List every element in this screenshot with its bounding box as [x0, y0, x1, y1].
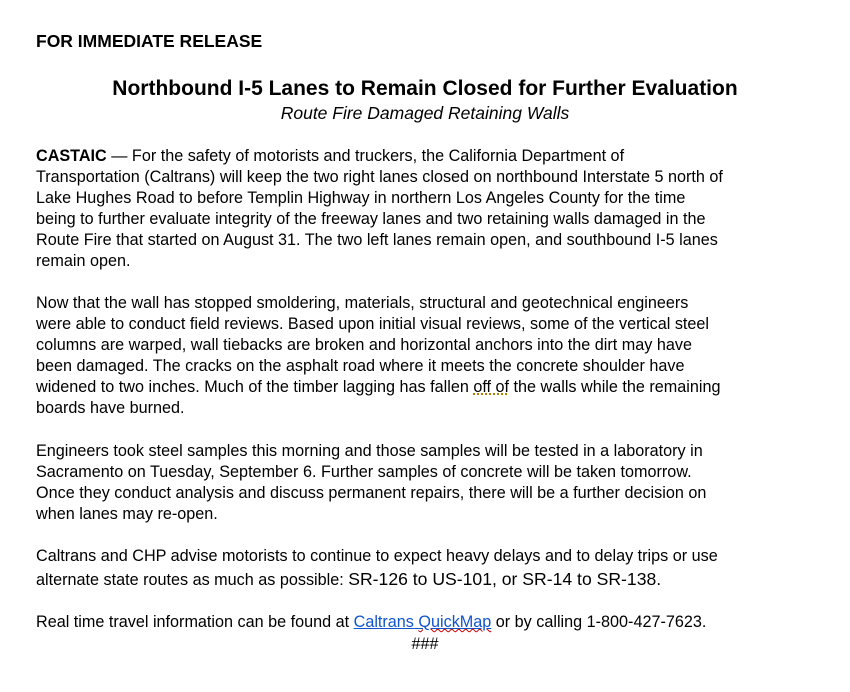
end-mark: ### [411, 635, 439, 653]
release-label: FOR IMMEDIATE RELEASE [36, 31, 263, 51]
paragraph-line [36, 146, 826, 167]
paragraph-advisory [36, 546, 826, 592]
paragraph-text: Real time travel information can be found at [36, 613, 354, 631]
paragraph-line: being to further evaluate integrity of the freeway lanes and two retaining walls damaged in the [36, 210, 706, 228]
paragraph-line: Engineers took steel samples this morning and those samples will be tested in a laboratory in [36, 442, 703, 460]
paragraph-line: Once they conduct analysis and discuss permanent repairs, there will be a further decision on [36, 484, 707, 502]
paragraph-line: boards have burned. [36, 399, 185, 417]
paragraph-text: the walls while the remaining [509, 378, 721, 396]
paragraph-text: or by calling 1-800-427-7623. [491, 613, 707, 631]
paragraph-line: Lake Hughes Road to before Templin Highway in northern Los Angeles County for the time [36, 189, 686, 207]
paragraph-line: columns are warped, wall tiebacks are broken and horizontal anchors into the dirt may have [36, 336, 692, 354]
paragraph-text: alternate state routes as much as possible: [36, 571, 349, 589]
paragraph-line: Caltrans and CHP advise motorists to continue to expect heavy delays and to delay trips or use [36, 547, 718, 565]
paragraph-line: Sacramento on Tuesday, September 6. Further samples of concrete will be taken tomorrow. [36, 463, 692, 481]
paragraph-line [36, 612, 826, 633]
paragraph-line: been damaged. The cracks on the asphalt road where it meets the concrete shoulder have [36, 357, 685, 375]
grammar-flagged-phrase[interactable]: off of [473, 378, 510, 396]
spellcheck-flagged-word: QuickMap [418, 613, 492, 631]
paragraph-text: — For the safety of motorists and truckers, the California Department of [106, 147, 625, 165]
paragraph-line [36, 377, 826, 398]
paragraph-line: when lanes may re-open. [36, 505, 218, 523]
link-text: Caltrans [353, 613, 414, 631]
headline: Northbound I-5 Lanes to Remain Closed for Further Evaluation [112, 77, 738, 100]
paragraph-travel-info [36, 612, 826, 633]
paragraph-wall-damage [36, 293, 826, 419]
paragraph-line: Transportation (Caltrans) will keep the two right lanes closed on northbound Interstate 5 north of [36, 168, 723, 186]
paragraph-line: Now that the wall has stopped smoldering, materials, structural and geotechnical engineers [36, 294, 689, 312]
paragraph-line: Route Fire that started on August 31. The two left lanes remain open, and southbound I-5 lanes [36, 231, 718, 249]
alternate-routes: SR-126 to US-101, or SR-14 to SR-138. [348, 569, 662, 589]
paragraph-text: widened to two inches. Much of the timber lagging has fallen [36, 378, 474, 396]
dateline: CASTAIC [36, 147, 107, 165]
paragraph-line [36, 567, 826, 592]
subheadline: Route Fire Damaged Retaining Walls [280, 103, 570, 123]
paragraph-line: were able to conduct field reviews. Based upon initial visual reviews, some of the vertical steel [36, 315, 710, 333]
paragraph-intro [36, 146, 826, 272]
caltrans-quickmap-link[interactable] [354, 613, 492, 631]
paragraph-samples [36, 441, 826, 525]
paragraph-line: remain open. [36, 252, 131, 270]
